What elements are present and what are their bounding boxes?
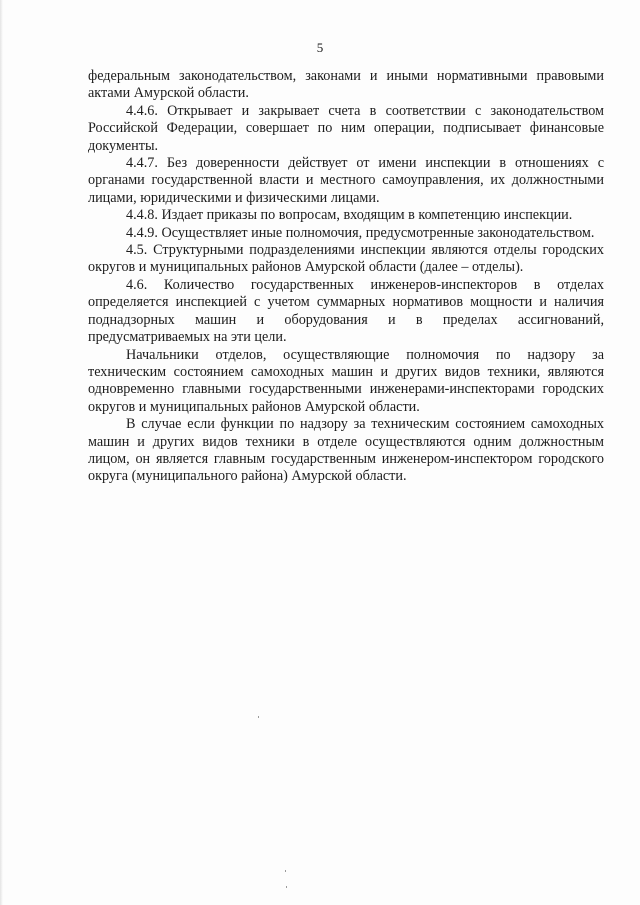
- paragraph-4-6: 4.6. Количество государственных инженеров-инспекторов в отделах определяется инспекцией с учетом суммарных нормативов мощности и наличия поднадзорных машин и оборудования и в пределах ассигнований, предусматриваемых на эти цели.: [88, 276, 604, 346]
- paragraph-continuation: федеральным законодательством, законами и иными нормативными правовыми актами Амурской области.: [88, 68, 604, 102]
- scan-speck: [285, 870, 286, 872]
- scan-speck: [286, 886, 287, 888]
- scan-edge-shadow: [0, 0, 3, 905]
- paragraph-department-heads: Начальники отделов, осуществляющие полномочия по надзору за техническим состоянием самоходных машин и других видов техники, являются одновременно главными государственными инженерами-инспекторами городских округов и муниципальных районов Амурской области.: [88, 346, 604, 415]
- paragraph-4-5: 4.5. Структурными подразделениями инспекции являются отделы городских округов и муниципальных районов Амурской области (далее – отделы).: [88, 242, 604, 276]
- document-body: [88, 68, 604, 486]
- paragraph-4-4-8: 4.4.8. Издает приказы по вопросам, входящим в компетенцию инспекции.: [126, 207, 573, 224]
- paragraph-4-4-9: 4.4.9. Осуществляет иные полномочия, предусмотренные законодательством.: [126, 224, 595, 241]
- paragraph-4-4-7: 4.4.7. Без доверенности действует от имени инспекции в отношениях с органами государственной власти и местного самоуправления, их должностными лицами, юридическими и физическими лицами.: [88, 155, 604, 206]
- paragraph-single-official: В случае если функции по надзору за техническим состоянием самоходных машин и других видов техники в отделе осуществляются одним должностным лицом, он является главным государственным инженером-инспектором городского округа (муниципального района) Амурской области.: [88, 416, 604, 485]
- paragraph-4-4-6: 4.4.6. Открывает и закрывает счета в соответствии с законодательством Российской Федерации, совершает по ним операции, подписывает финансовые документы.: [88, 102, 604, 154]
- scan-speck: [258, 716, 259, 718]
- page-number: 5: [316, 40, 324, 55]
